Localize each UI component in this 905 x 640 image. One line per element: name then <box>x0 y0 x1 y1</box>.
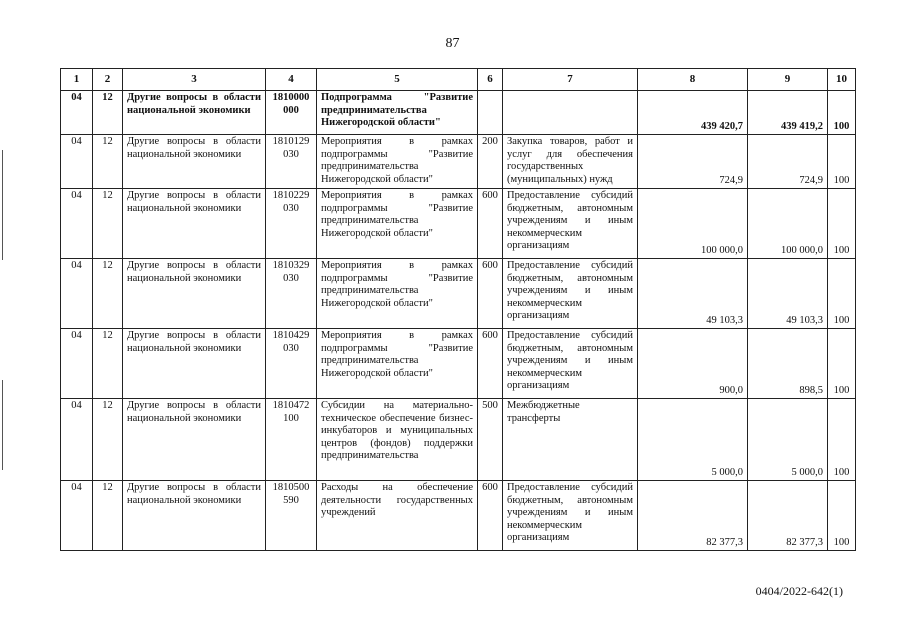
subsection-code-cell: 12 <box>93 91 123 135</box>
target-article-code-cell: 1810229 030 <box>266 189 317 259</box>
section-name-cell: Другие вопросы в области национальной экономики <box>123 189 266 259</box>
subsection-code-cell: 12 <box>93 399 123 481</box>
article-name-cell: Субсидии на материально-техническое обеспечение бизнес-инкубаторов и муниципальных центров (фондов) поддержки предпринимательства <box>317 399 478 481</box>
executed-amount-cell: 724,9 <box>748 135 828 189</box>
section-name-cell: Другие вопросы в области национальной экономики <box>123 481 266 551</box>
planned-amount-cell: 5 000,0 <box>638 399 748 481</box>
target-article-code-cell: 1810129 030 <box>266 135 317 189</box>
expense-type-code-cell: 200 <box>478 135 503 189</box>
planned-amount-cell: 724,9 <box>638 135 748 189</box>
target-article-code-cell: 1810329 030 <box>266 259 317 329</box>
subsection-code-cell: 12 <box>93 481 123 551</box>
expense-type-name-cell: Предоставление субсидий бюджетным, автономным учреждениям и иным некоммерческим организациям <box>503 189 638 259</box>
expense-type-code-cell: 600 <box>478 329 503 399</box>
execution-percent-cell: 100 <box>828 399 856 481</box>
page-number: 87 <box>445 36 460 51</box>
article-name-cell: Мероприятия в рамках подпрограммы "Развитие предпринимательства Нижегородской области" <box>317 189 478 259</box>
article-name-cell: Подпрограмма "Развитие предпринимательства Нижегородской области" <box>317 91 478 135</box>
planned-amount-cell: 82 377,3 <box>638 481 748 551</box>
section-name-cell: Другие вопросы в области национальной экономики <box>123 399 266 481</box>
table-row <box>61 189 856 259</box>
column-header-1: 1 <box>61 69 93 91</box>
article-name-cell: Расходы на обеспечение деятельности государственных учреждений <box>317 481 478 551</box>
section-code-cell: 04 <box>61 259 93 329</box>
table-row <box>61 399 856 481</box>
table-row <box>61 329 856 399</box>
executed-amount-cell: 49 103,3 <box>748 259 828 329</box>
table-header-row <box>61 69 856 91</box>
subsection-code-cell: 12 <box>93 189 123 259</box>
section-name-cell: Другие вопросы в области национальной экономики <box>123 329 266 399</box>
expense-type-name-cell: Закупка товаров, работ и услуг для обеспечения государственных (муниципальных) нужд <box>503 135 638 189</box>
section-name-cell: Другие вопросы в области национальной экономики <box>123 135 266 189</box>
article-name-cell: Мероприятия в рамках подпрограммы "Развитие предпринимательства Нижегородской области" <box>317 259 478 329</box>
column-header-4: 4 <box>266 69 317 91</box>
execution-percent-cell: 100 <box>828 481 856 551</box>
execution-percent-cell: 100 <box>828 329 856 399</box>
subsection-code-cell: 12 <box>93 329 123 399</box>
scan-edge-mark <box>2 150 3 260</box>
section-code-cell: 04 <box>61 91 93 135</box>
section-code-cell: 04 <box>61 399 93 481</box>
expense-type-name-cell: Предоставление субсидий бюджетным, автономным учреждениям и иным некоммерческим организациям <box>503 481 638 551</box>
executed-amount-cell: 5 000,0 <box>748 399 828 481</box>
table-row <box>61 259 856 329</box>
executed-amount-cell: 439 419,2 <box>748 91 828 135</box>
table-row <box>61 135 856 189</box>
column-header-8: 8 <box>638 69 748 91</box>
scan-edge-mark <box>2 380 3 470</box>
column-header-5: 5 <box>317 69 478 91</box>
target-article-code-cell: 1810472 100 <box>266 399 317 481</box>
execution-percent-cell: 100 <box>828 259 856 329</box>
expense-type-code-cell: 500 <box>478 399 503 481</box>
expense-type-code-cell: 600 <box>478 259 503 329</box>
article-name-cell: Мероприятия в рамках подпрограммы "Развитие предпринимательства Нижегородской области" <box>317 135 478 189</box>
section-code-cell: 04 <box>61 481 93 551</box>
table-body <box>61 91 856 551</box>
expense-type-name-cell: Предоставление субсидий бюджетным, автономным учреждениям и иным некоммерческим организациям <box>503 259 638 329</box>
expense-type-name-cell: Межбюджетные трансферты <box>503 399 638 481</box>
execution-percent-cell: 100 <box>828 91 856 135</box>
section-code-cell: 04 <box>61 135 93 189</box>
column-header-2: 2 <box>93 69 123 91</box>
planned-amount-cell: 900,0 <box>638 329 748 399</box>
section-code-cell: 04 <box>61 329 93 399</box>
table-row <box>61 91 856 135</box>
expense-type-code-cell <box>478 91 503 135</box>
planned-amount-cell: 439 420,7 <box>638 91 748 135</box>
expense-type-code-cell: 600 <box>478 481 503 551</box>
target-article-code-cell: 1810000 000 <box>266 91 317 135</box>
document-code: 0404/2022-642(1) <box>755 584 843 598</box>
section-code-cell: 04 <box>61 189 93 259</box>
column-header-9: 9 <box>748 69 828 91</box>
expense-type-name-cell: Предоставление субсидий бюджетным, автономным учреждениям и иным некоммерческим организациям <box>503 329 638 399</box>
target-article-code-cell: 1810500 590 <box>266 481 317 551</box>
column-header-10: 10 <box>828 69 856 91</box>
article-name-cell: Мероприятия в рамках подпрограммы "Развитие предпринимательства Нижегородской области" <box>317 329 478 399</box>
section-name-cell: Другие вопросы в области национальной экономики <box>123 91 266 135</box>
executed-amount-cell: 898,5 <box>748 329 828 399</box>
budget-table <box>60 68 856 551</box>
subsection-code-cell: 12 <box>93 259 123 329</box>
executed-amount-cell: 100 000,0 <box>748 189 828 259</box>
execution-percent-cell: 100 <box>828 189 856 259</box>
executed-amount-cell: 82 377,3 <box>748 481 828 551</box>
planned-amount-cell: 100 000,0 <box>638 189 748 259</box>
section-name-cell: Другие вопросы в области национальной экономики <box>123 259 266 329</box>
expense-type-name-cell <box>503 91 638 135</box>
execution-percent-cell: 100 <box>828 135 856 189</box>
table-row <box>61 481 856 551</box>
expense-type-code-cell: 600 <box>478 189 503 259</box>
column-header-7: 7 <box>503 69 638 91</box>
target-article-code-cell: 1810429 030 <box>266 329 317 399</box>
subsection-code-cell: 12 <box>93 135 123 189</box>
column-header-6: 6 <box>478 69 503 91</box>
column-header-3: 3 <box>123 69 266 91</box>
planned-amount-cell: 49 103,3 <box>638 259 748 329</box>
